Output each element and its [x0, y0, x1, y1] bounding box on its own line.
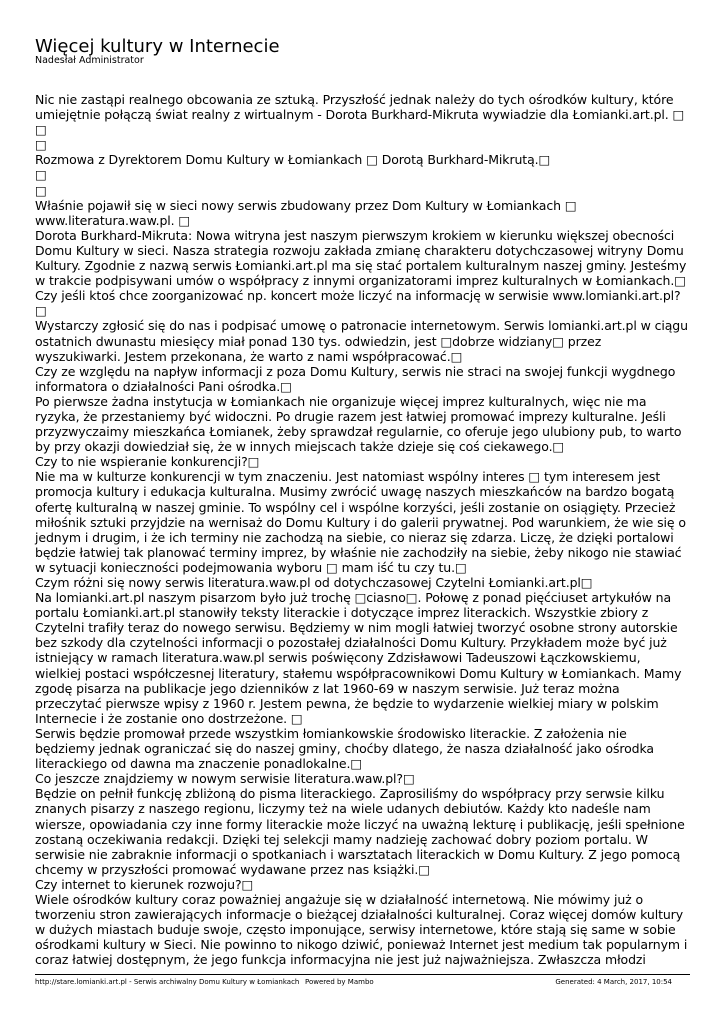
- paragraph: □: [35, 122, 47, 138]
- article-body: [35, 92, 690, 967]
- paragraph: Wiele ośrodków kultury coraz poważniej angażuje się w działalność internetową. Nie mówimy już o tworzeniu stron zawierających informacje o bieżącej działalności kulturalnej. Coraz więcej domów kultury w dużych miastach buduje swoje, często imponujące, serwisy internetowe, które stają się same w sobie ośrodkami kultury w Sieci. Nie powinno to nikogo dziwić, ponieważ Internet jest medium tak popularnym i coraz łatwiej dostępnym, że jego funkcja informacyjna nie jest już najważniejsza. Zwłaszcza młodzi: [35, 891, 688, 968]
- article-title: Więcej kultury w Internecie: [35, 36, 280, 57]
- paragraph: Nic nie zastąpi realnego obcowania ze sztuką. Przyszłość jednak należy do tych ośrodków kultury, które umiejętnie połączą świat realny z wirtualnym - Dorota Burkhard-Mikruta wywiadzie dla Łomianki.art.pl. □: [35, 92, 685, 123]
- footer-generated-date: Generated: 4 March, 2017, 10:54: [555, 978, 672, 986]
- paragraph: □: [35, 137, 47, 153]
- question: Czy internet to kierunek rozwoju?□: [35, 876, 254, 892]
- paragraph: Po pierwsze żadna instytucja w Łomiankach nie organizuje więcej imprez kulturalnych, więc nie ma ryzyka, że przestaniemy być widoczni. Po drugie razem jest łatwiej promować imprezy kulturalne. Jeśli przyzwyczaimy mieszkańca Łomianek, żeby sprawdzał regularnie, co oferuje jego ulubiony pub, to warto by przy okazji dowiedział się, że w innych miejscach także dzieje się coś ciekawego.□: [35, 393, 682, 455]
- paragraph: Wystarczy zgłosić się do nas i podpisać umowę o patronacie internetowym. Serwis lomianki.art.pl w ciągu ostatnich dwunastu miesięcy miał ponad 130 tys. odwiedzin, jest □dobrze widziany□ przez wyszukiwarki. Jestem przekonana, że warto z nami współpracować.□: [35, 318, 688, 364]
- paragraph: Serwis będzie promował przede wszystkim łomiankowskie środowisko literackie. Z założenia nie będziemy jednak ograniczać się do naszej gminy, choćby dlatego, że nasza działalność jako ośrodka literackiego od dawna ma znaczenie ponadlokalne.□: [35, 725, 654, 772]
- paragraph: Dorota Burkhard-Mikruta: Nowa witryna jest naszym pierwszym krokiem w kierunku większej obecności Domu Kultury w sieci. Nasza strategia rozwoju zakłada zmianę charakteru dotychczasowej witryny Domu Kultury. Zgodnie z nazwą serwis Łomianki.art.pl ma się stać portalem kulturalnym naszej gminy. Jesteśmy w trakcie podpisywani umów o współpracy z innymi organizatorami imprez kulturalnych w Łomiankach.□: [35, 227, 687, 289]
- question: Czym różni się nowy serwis literatura.waw.pl od dotychczasowej Czytelni Łomianki.art.pl□: [35, 575, 593, 590]
- page-footer: [35, 974, 690, 988]
- paragraph: Rozmowa z Dyrektorem Domu Kultury w Łomiankach □ Dorotą Burkhard-Mikrutą.□: [35, 152, 551, 168]
- question: Czy ze względu na napływ informacji z poza Domu Kultury, serwis nie straci na swojej funkcji wygdnego informatora o działalności Pani ośrodka.□: [35, 363, 676, 394]
- paragraph: □: [35, 167, 47, 183]
- footer-source-link[interactable]: http://stare.lomianki.art.pl - Serwis archiwalny Domu Kultury w Łomiankach: [35, 978, 300, 986]
- paragraph: Na lomianki.art.pl naszym pisarzom było już trochę □ciasno□. Połowę z ponad pięćciuset artykułów na portalu Łomianki.art.pl stanowiły teksty literackie i dotyczące imprez literackich. Wszystkie zbiory z Czytelni trafiły teraz do nowego serwisu. Będziemy w nim mogli łatwiej tworzyć osobne strony autorskie bez szkody dla czytelności informacji o pozostałej działalności Domu Kultury. Przykładem może być już istniejący w ramach literatura.waw.pl serwis poświęcony Zdzisławowi Tadeuszowi Łączkowskiemu, wielkiej postaci współczesnej literatury, stałemu współpracownikowi Domu Kultury w Łomiankach. Mamy zgodę pisarza na publikacje jego dzienników z lat 1960-69 w naszym serwisie. Już teraz można przeczytać pierwsze wpisy z 1960 r. Jestem pewna, że będzie to wydarzenie wielkiej miary w polskim Internecie i że zostanie ono dostrzeżone. □: [35, 590, 682, 726]
- article-author: Nadesłał Administrator: [35, 55, 144, 66]
- footer-powered-by: Powered by Mambo: [305, 978, 374, 986]
- paragraph: Będzie on pełnił funkcję zbliżoną do pisma literackiego. Zaprosiliśmy do współpracy przy serwsie kilku znanych pisarzy z naszego regionu, liczymy też na wiele udanych debiutów. Każdy kto nadeśle nam wiersze, opowiadania czy inne formy literackie może liczyć na uważną lekturę i publikację, jeśli spełnione zostaną oczekiwania redakcji. Dzięki tej selekcji mamy nadzieję zachować dobry poziom portalu. W serwisie nie zabraknie informacji o spotkaniach i warsztatach literackich w Domu Kultury. Z jego pomocą chcemy w przyszłości promować wydawane przez nas książki.□: [35, 786, 685, 877]
- question: Czy jeśli ktoś chce zoorganizować np. koncert może liczyć na informację w serwisie www.lomianki.art.pl?□: [35, 288, 681, 319]
- paragraph: Nie ma w kulturze konkurencji w tym znaczeniu. Jest natomiast wspólny interes □ tym interesem jest promocja kultury i edukacja kulturalna. Musimy zwrócić uwagę naszych mieszkańców na bardzo bogatą ofertę kulturalną w naszej gminie. To wspólny cel i wspólne korzyści, jeśli zostanie on osiągięty. Przecież miłośnik sztuki przyjdzie na wernisaż do Domu Kultury i do galerii prywatnej. Pod warunkiem, że wie się o jednym i drugim, i że ich terminy nie zachodzą na siebie, co nieraz się zdarza. Liczę, że dzięki portalowi będzie łatwiej tak planować terminy imprez, by właśnie nie zachodziły na siebie, żeby nikogo nie stawiać w sytuacji konieczności podejmowania wyboru □ mam iść tu czy tu.□: [35, 469, 686, 575]
- question: Co jeszcze znajdziemy w nowym serwisie literatura.waw.pl?□: [35, 771, 415, 787]
- question: Czy to nie wspieranie konkurencji?□: [35, 454, 260, 470]
- paragraph: Właśnie pojawił się w sieci nowy serwis zbudowany przez Dom Kultury w Łomiankach □ www.literatura.waw.pl. □: [35, 197, 577, 228]
- paragraph: □: [35, 182, 47, 198]
